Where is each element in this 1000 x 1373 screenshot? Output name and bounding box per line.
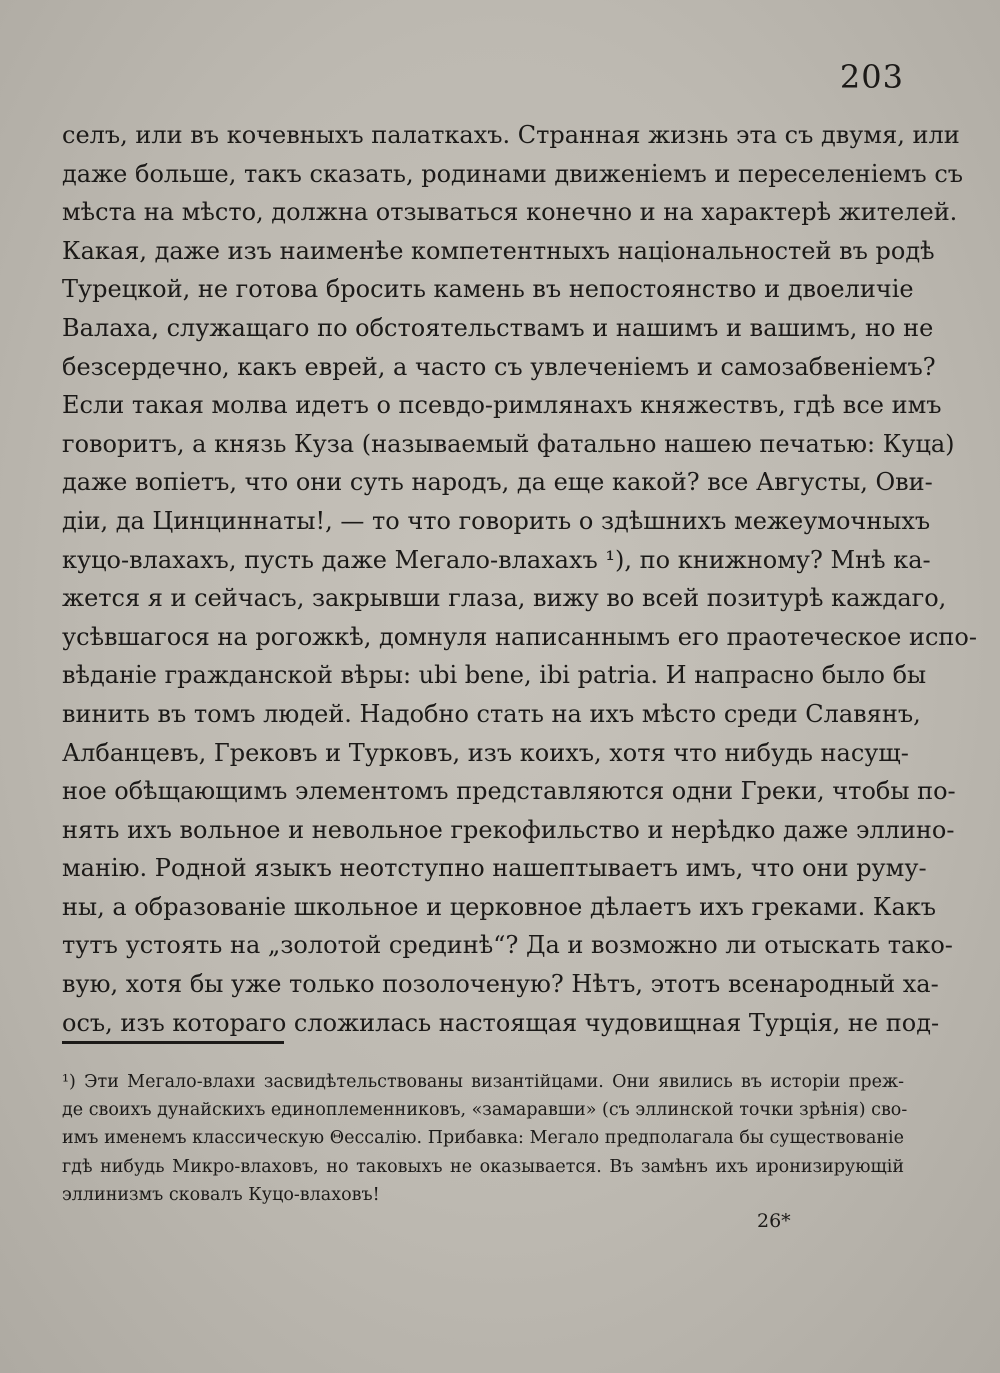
text-line: мѣста на мѣсто, должна отзываться конечно и на характерѣ жителей. bbox=[62, 198, 958, 227]
text-line: Турецкой, не готова бросить камень въ непостоянство и двоеличiе bbox=[62, 275, 914, 304]
text-line: даже вопiетъ, что они суть народъ, да еще какой? все Августы, Ови- bbox=[62, 468, 933, 497]
text-line: усѣвшагося на рогожкѣ, домнуля написаннымъ его праотеческое испо- bbox=[62, 622, 977, 651]
text-line: ное обѣщающимъ элементомъ представляются одни Греки, чтобы по- bbox=[62, 777, 956, 806]
text-line: осъ, изъ котораго сложилась настоящая чудовищная Турцiя, не под- bbox=[62, 1008, 940, 1037]
footnote-line: гдѣ нибудь Микро-влаховъ, но таковыхъ не оказывается. Въ замѣнъ ихъ иронизирующiй bbox=[62, 1156, 904, 1177]
text-line: винить въ томъ людей. Надобно стать на ихъ мѣсто среди Славянъ, bbox=[62, 699, 921, 728]
footnote-divider bbox=[62, 1041, 284, 1044]
main-text bbox=[62, 116, 977, 1042]
text-line: говоритъ, а князь Куза (называемый фатально нашею печатью: Куца) bbox=[62, 429, 955, 458]
page-number: 203 bbox=[839, 58, 904, 96]
text-line: Валаха, служащаго по обстоятельствамъ и нашимъ и вашимъ, но не bbox=[62, 313, 934, 342]
footnote-line: имъ именемъ классическую Θессалiю. Прибавка: Мегало предполагала бы существованiе bbox=[62, 1128, 904, 1149]
footnote-line: эллинизмъ сковалъ Куцо-влаховъ! bbox=[62, 1184, 380, 1205]
text-line: селъ, или въ кочевныхъ палаткахъ. Странная жизнь эта съ двумя, или bbox=[62, 121, 960, 149]
text-line: Албанцевъ, Грековъ и Турковъ, изъ коихъ, хотя что нибудь насущ- bbox=[62, 738, 909, 767]
text-line: даже больше, такъ сказать, родинами движенiемъ и переселенiемъ съ bbox=[62, 159, 964, 188]
text-line: вую, хотя бы уже только позолоченую? Нѣтъ, этотъ всенародный ха- bbox=[62, 970, 939, 999]
text-line: нять ихъ вольное и невольное грекофильство и нерѣдко даже эллино- bbox=[62, 815, 955, 844]
text-line: ны, а образованiе школьное и церковное дѣлаетъ ихъ греками. Какъ bbox=[62, 892, 937, 921]
text-line: куцо-влахахъ, пусть даже Мегало-влахахъ ¹), по книжному? Мнѣ ка- bbox=[62, 545, 931, 574]
footnotes bbox=[62, 1068, 908, 1209]
text-line: жется я и сейчасъ, закрывши глаза, вижу во всей позитурѣ каждаго, bbox=[62, 584, 947, 613]
text-line: Какая, даже изъ наименѣе компетентныхъ нацiональностей въ родѣ bbox=[62, 236, 935, 265]
text-line: вѣданiе гражданской вѣры: ubi bene, ibi patria. И напрасно было бы bbox=[62, 661, 927, 690]
text-line: манiю. Родной языкъ неотступно нашептываетъ имъ, что они руму- bbox=[62, 854, 927, 883]
footnote-line: ¹) Эти Мегало-влахи засвидѣтельствованы византiйцами. Они явились въ исторiи преж- bbox=[62, 1072, 904, 1092]
text-line: дiи, да Цинциннаты!, — то что говорить о здѣшнихъ межеумочныхъ bbox=[62, 506, 931, 535]
text-line: безсердечно, какъ еврей, а часто съ увлеченiемъ и самозабвенiемъ? bbox=[62, 352, 936, 381]
signature-mark: 26* bbox=[757, 1210, 791, 1232]
text-line: Если такая молва идетъ о псевдо-римлянахъ княжествъ, гдѣ все имъ bbox=[62, 391, 942, 420]
text-line: тутъ устоять на „золотой срединѣ“? Да и возможно ли отыскать тако- bbox=[62, 931, 953, 960]
footnote-line: де своихъ дунайскихъ единоплеменниковъ, «замаравши» (съ эллинской точки зрѣнiя) сво- bbox=[62, 1100, 908, 1121]
